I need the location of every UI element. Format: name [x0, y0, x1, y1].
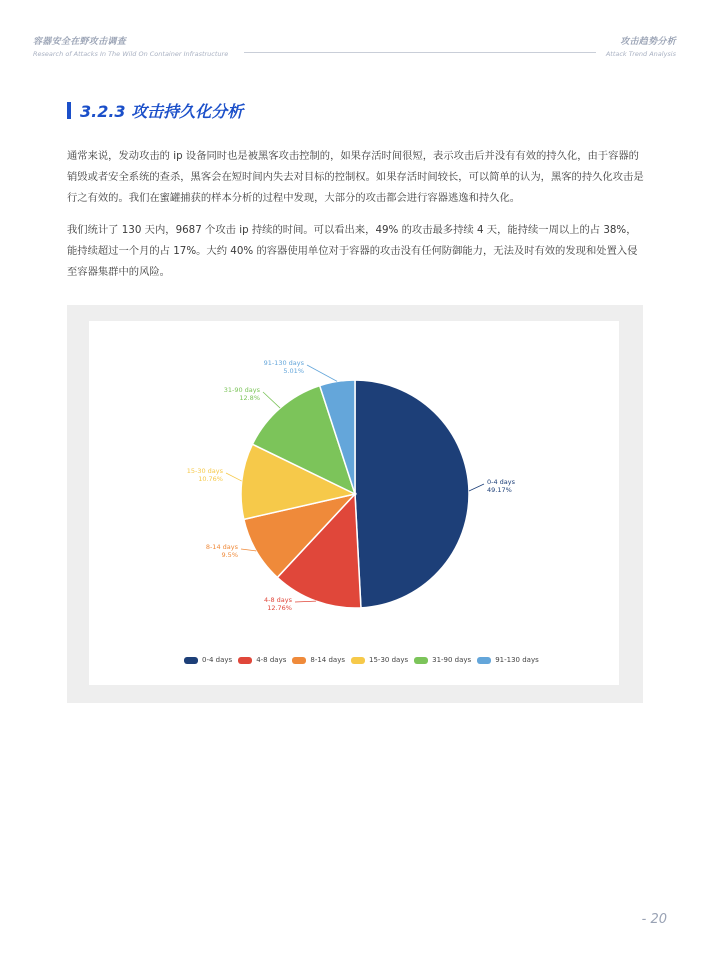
legend-label: 8-14 days	[310, 656, 346, 664]
pie-label-value: 12.8%	[239, 394, 260, 402]
pie-label-value: 49.17%	[487, 486, 512, 494]
pie-leader-line	[295, 601, 316, 602]
pie-label-value: 10.76%	[198, 475, 223, 483]
pie-label-category: 91-130 days	[263, 359, 304, 367]
pie-slice-0-4-days	[355, 380, 469, 608]
section-title: 3.2.3 攻击持久化分析	[80, 102, 244, 121]
pie-label-category: 0-4 days	[487, 478, 516, 486]
legend-item[interactable]	[292, 656, 345, 664]
legend-label: 4-8 days	[256, 656, 287, 664]
legend-item[interactable]	[184, 656, 232, 664]
pie-label-value: 5.01%	[283, 367, 304, 375]
legend-label: 31-90 days	[432, 656, 472, 664]
pie-label-value: 12.76%	[267, 604, 292, 612]
legend-item[interactable]	[414, 656, 471, 664]
pie-chart	[89, 321, 619, 685]
legend-swatch	[184, 657, 198, 664]
legend-item[interactable]	[238, 656, 286, 664]
pie-leader-line	[307, 365, 337, 381]
legend-item[interactable]	[477, 656, 539, 664]
header-right-subtitle: Attack Trend Analysis	[605, 50, 676, 58]
paragraph-2: 我们统计了 130 天内，9687 个攻击 ip 持续的时间。可以看出来，49% 的攻击最多持续 4 天，能持续一周以上的占 38%，能持续超过一个月的占 17%。大约 40% 的容器使用单位对于容器的攻击没有任何防御能力，无法及时有效的发现和处置入侵至容器集群中的风险。	[67, 224, 638, 278]
legend-label: 91-130 days	[495, 656, 539, 664]
header-right-title: 攻击趋势分析	[620, 37, 676, 47]
legend-label: 15-30 days	[369, 656, 409, 664]
chart-card	[89, 321, 619, 685]
pie-label-category: 8-14 days	[205, 543, 238, 551]
header-right	[606, 34, 676, 58]
pie-leader-line	[226, 473, 242, 481]
paragraph-1: 通常来说，发动攻击的 ip 设备同时也是被黑客攻击控制的，如果存活时间很短，表示攻击后并没有有效的持久化，由于容器的销毁或者安全系统的查杀，黑客会在短时间内失去对目标的控制权。如果存活时间较长，可以简单的认为，黑客的持久化攻击是行之有效的。我们在蜜罐捕获的样本分析的过程中发现，大部分的攻击都会进行容器逃逸和持久化。	[67, 150, 644, 204]
page-number: - 20	[641, 912, 667, 927]
pie-leader-line	[263, 392, 280, 408]
legend-swatch	[351, 657, 365, 664]
legend-swatch	[477, 657, 491, 664]
header-subtitle: Research of Attacks In The Wild On Container Infrastructure	[33, 50, 229, 58]
section-marker	[67, 102, 71, 119]
legend-item[interactable]	[351, 656, 408, 664]
pie-label-value: 9.5%	[221, 551, 238, 559]
header-left	[33, 34, 228, 58]
pie-leader-line	[241, 549, 256, 551]
pie-label-category: 4-8 days	[263, 596, 292, 604]
pie-label-category: 31-90 days	[223, 386, 260, 394]
legend-swatch	[414, 657, 428, 664]
legend-label: 0-4 days	[202, 656, 233, 664]
pie-label-category: 15-30 days	[186, 467, 223, 475]
header-divider	[244, 52, 596, 53]
section-heading	[67, 99, 243, 122]
pie-leader-line	[469, 484, 484, 491]
header-title: 容器安全在野攻击调查	[33, 37, 127, 47]
legend-swatch	[238, 657, 252, 664]
chart-legend	[184, 656, 545, 664]
legend-swatch	[292, 657, 306, 664]
